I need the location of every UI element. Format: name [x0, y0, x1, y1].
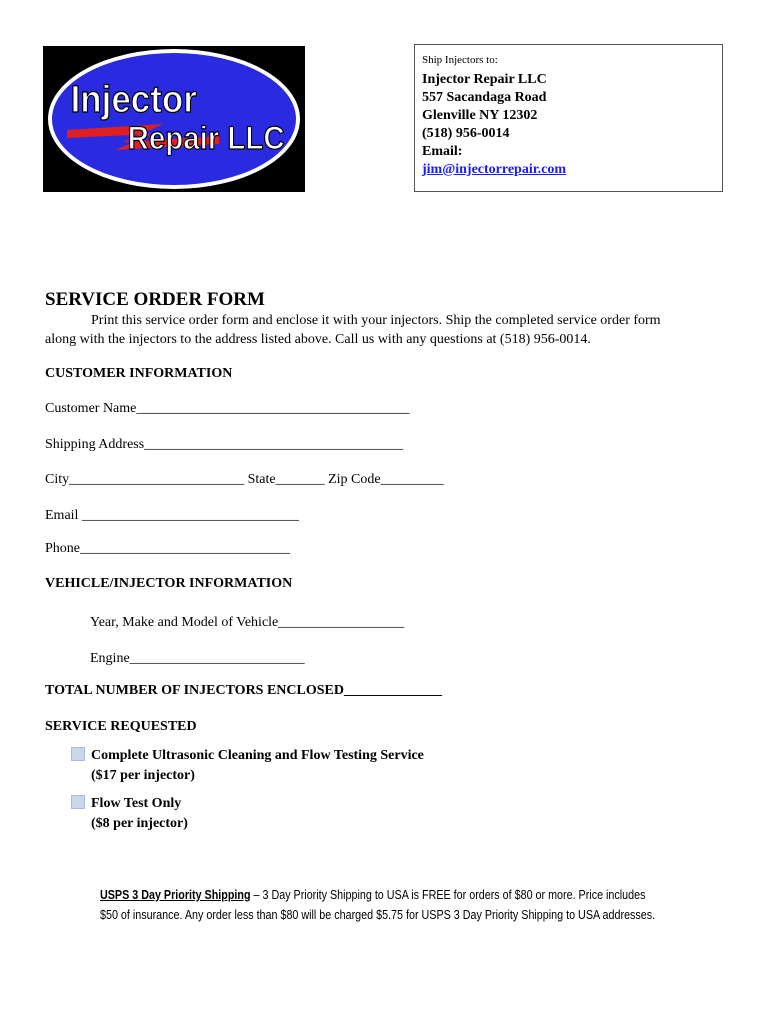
service-requested-heading: SERVICE REQUESTED	[45, 719, 197, 734]
shipping-address-field[interactable]: Shipping Address_____________________________________	[45, 437, 404, 452]
street-address: 557 Sacandaga Road	[422, 90, 547, 105]
form-title: SERVICE ORDER FORM	[45, 289, 265, 310]
service-price: ($17 per injector)	[91, 768, 195, 783]
ship-to-label: Ship Injectors to:	[422, 54, 498, 66]
phone-field[interactable]: Phone______________________________	[45, 541, 290, 556]
service-checkbox-flow-test[interactable]	[71, 795, 85, 809]
shipping-note-text: – 3 Day Priority Shipping to USA is FREE for orders of $80 or more. Price includes $50 of insurance. Any order less than $80 will be charged $5.75 for USPS 3 Day Priority Shipping to USA addresses.	[100, 888, 656, 922]
service-name: Flow Test Only	[91, 796, 182, 811]
service-price: ($8 per injector)	[91, 816, 188, 831]
vehicle-info-heading: VEHICLE/INJECTOR INFORMATION	[45, 576, 293, 591]
ship-to-address-box	[414, 44, 723, 192]
logo-text-repair-llc: Repair LLC	[127, 119, 285, 157]
city-state-zip: Glenville NY 12302	[422, 108, 538, 123]
shipping-note	[100, 886, 659, 925]
engine-field[interactable]: Engine_________________________	[90, 651, 305, 666]
customer-name-field[interactable]: Customer Name_______________________________________	[45, 401, 410, 416]
company-phone: (518) 956-0014	[422, 126, 510, 141]
company-logo	[43, 46, 305, 192]
service-option-cleaning	[91, 746, 424, 786]
form-intro: Print this service order form and enclose it with your injectors. Ship the completed service order form along with the injectors to the address listed above. Call us with any questions at (518) 956-0014.	[45, 313, 661, 347]
shipping-note-label: USPS 3 Day Priority Shipping	[100, 888, 251, 902]
service-name: Complete Ultrasonic Cleaning and Flow Testing Service	[91, 748, 424, 763]
company-name: Injector Repair LLC	[422, 72, 547, 87]
customer-info-heading: CUSTOMER INFORMATION	[45, 366, 233, 381]
logo-text-injector: Injector	[70, 77, 197, 121]
vehicle-field[interactable]: Year, Make and Model of Vehicle__________________	[90, 615, 405, 630]
email-field[interactable]: Email _______________________________	[45, 508, 299, 523]
email-link[interactable]: jim@injectorrepair.com	[422, 162, 567, 177]
service-option-flow-test	[91, 794, 188, 834]
city-state-zip-field[interactable]: City_________________________ State_______ Zip Code_________	[45, 472, 444, 487]
total-injectors-field[interactable]: TOTAL NUMBER OF INJECTORS ENCLOSED______________	[45, 683, 442, 698]
email-label: Email:	[422, 144, 463, 159]
service-checkbox-cleaning[interactable]	[71, 747, 85, 761]
